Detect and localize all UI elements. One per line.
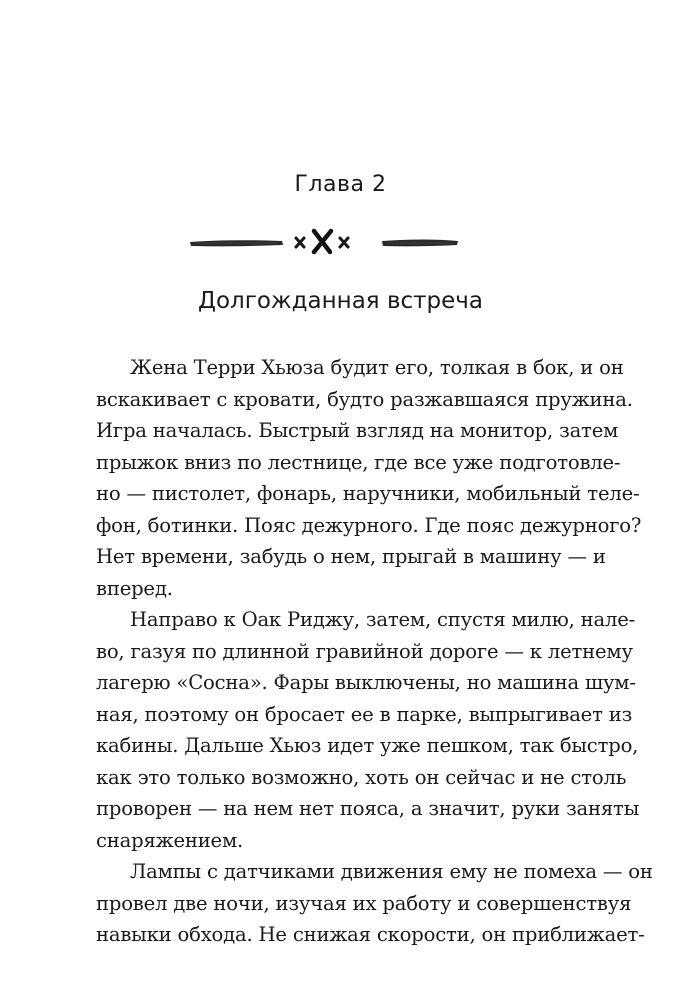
text-line: ная, поэтому он бросает ее в парке, выпрыгивает из bbox=[96, 702, 633, 726]
text-line: лагерю «Сосна». Фары выключены, но машина шум- bbox=[96, 671, 636, 694]
text-line: Игра началась. Быстрый взгляд на монитор, затем bbox=[96, 419, 619, 442]
text-line: фон, ботинки. Пояс дежурного. Где пояс дежурного? bbox=[96, 513, 642, 537]
text-line: Лампы с датчиками движения ему не помеха — он bbox=[130, 860, 653, 883]
text-line: провел две ночи, изучая их работу и совершенствуя bbox=[96, 891, 632, 915]
text-line: вперед. bbox=[96, 576, 173, 600]
text-line: но — пистолет, фонарь, наручники, мобильный теле- bbox=[96, 482, 640, 505]
text-line: навыки обхода. Не снижая скорости, он приближает- bbox=[96, 923, 645, 946]
text-line: прыжок вниз по лестнице, где все уже подготовле- bbox=[96, 450, 621, 474]
text-line: Жена Терри Хьюза будит его, толкая в бок, и он bbox=[130, 356, 624, 379]
text-line: как это только возможно, хоть он сейчас и не столь bbox=[96, 765, 627, 789]
text-line: Нет времени, забудь о нем, прыгай в машину — и bbox=[96, 545, 606, 568]
chapter-divider-ornament bbox=[186, 222, 461, 262]
text-line: во, газуя по длинной гравийной дороге — к летнему bbox=[96, 639, 633, 663]
text-line: проворен — на нем нет пояса, а значит, руки заняты bbox=[96, 797, 640, 820]
chapter-title: Долгожданная встреча bbox=[198, 288, 483, 314]
chapter-body-text bbox=[96, 352, 653, 951]
text-line: кабины. Дальше Хьюз идет уже пешком, так быстро, bbox=[96, 734, 639, 757]
text-line: снаряжением. bbox=[96, 828, 244, 852]
text-line: Направо к Оак Риджу, затем, спустя милю, нале- bbox=[130, 608, 636, 631]
chapter-number: Глава 2 bbox=[294, 172, 387, 197]
text-line: вскакивает с кровати, будто разжавшаяся пружина. bbox=[96, 387, 633, 411]
